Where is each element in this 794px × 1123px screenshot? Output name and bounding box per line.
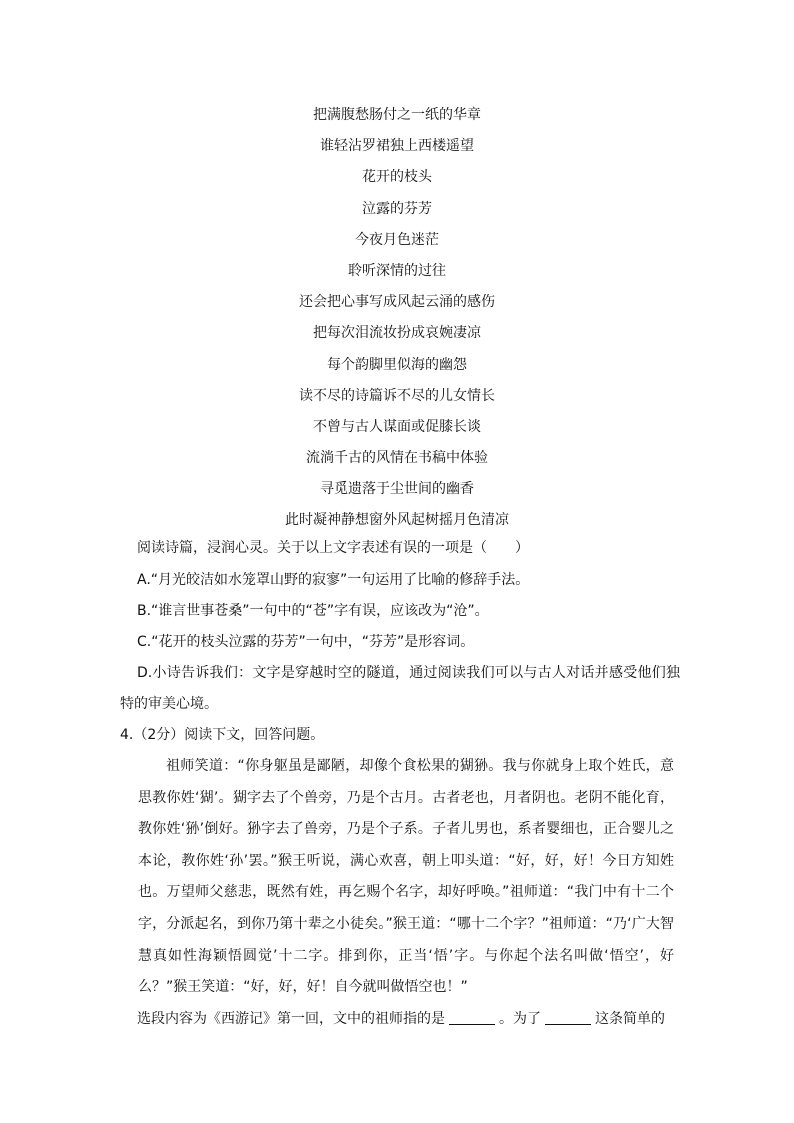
option-c: C.“花开的枝头泣露的芬芳”一句中，“芬芳”是形容词。	[137, 634, 475, 650]
fill-text-part2: 。为了	[499, 1011, 541, 1027]
fill-text-part3: 这条简单的	[595, 1011, 665, 1027]
fill-text-part1: 选段内容为《西游记》第一回，文中的祖师指的是	[137, 1011, 445, 1027]
answer-blank-2[interactable]	[545, 1010, 591, 1025]
poem-line: 把满腹愁肠付之一纸的华章	[313, 107, 481, 123]
poem-line: 把每次泪流妆扮成哀婉凄凉	[313, 325, 481, 342]
poem-line: 花开的枝头	[362, 169, 432, 186]
poem-line: 今夜月色迷茫	[355, 231, 439, 248]
option-b: B.“谁言世事苍桑”一句中的“苍”字有误，应该改为“沧”。	[137, 603, 489, 619]
fill-in-question	[120, 1004, 680, 1035]
option-d: D.小诗告诉我们：文字是穿越时空的隧道，通过阅读我们可以与古人对话并感受他们独特的审美心境。	[120, 665, 680, 713]
poem-line: 泣露的芬芳	[362, 200, 432, 217]
option-a: A.“月光皎洁如水笼罩山野的寂寥”一句运用了比喻的修辞手法。	[137, 572, 530, 588]
poem-line: 聆听深情的过往	[348, 262, 446, 279]
poem-line: 不曾与古人谋面或促膝长谈	[313, 418, 481, 435]
poem	[0, 100, 794, 537]
question-3-stem: 阅读诗篇，浸润心灵。关于以上文字表述有误的一项是（ ）	[137, 540, 529, 556]
poem-line: 谁轻沾罗裙独上西楼遥望	[320, 138, 474, 155]
poem-line: 寻觅遗落于尘世间的幽香	[320, 481, 474, 498]
reading-passage: 祖师笑道：“你身躯虽是鄙陋，却像个食松果的猢狲。我与你就身上取个姓氏，意思教你姓‘猢’。猢字去了个兽旁，乃是个古月。古者老也，月者阴也。老阴不能化育，教你姓‘狲’倒好。狲字去了兽旁，乃是个子系。子者儿男也，系者婴细也，正合婴儿之本论，教你姓‘孙’罢。”猴王听说，满心欢喜，朝上叩头道：“好，好，好！今日方知姓也。万望师父慈悲，既然有姓，再乞赐个名字，却好呼唤。”祖师道：“我门中有十二个字，分派起名，到你乃第十辈之小徒矣。”猴王道：“哪十二个字？”祖师道：“乃‘广大智慧真如性海颖悟圆觉’十二字。排到你，正当‘悟’字。与你起个法名叫做‘悟空’，好么？”猴王笑道：“好，好，好！自今就叫做悟空也！”	[138, 758, 674, 996]
poem-line: 读不尽的诗篇诉不尽的儿女情长	[299, 387, 495, 404]
answer-blank-1[interactable]	[449, 1010, 495, 1025]
question-4-heading: 4.（2分）阅读下文，回答问题。	[120, 727, 325, 743]
poem-line: 流淌千古的风情在书稿中体验	[306, 450, 488, 467]
poem-line: 每个韵脚里似海的幽怨	[327, 356, 467, 373]
poem-line: 还会把心事写成风起云涌的感伤	[299, 294, 495, 311]
poem-line: 此时凝神静想窗外风起树摇月色清凉	[285, 512, 509, 529]
